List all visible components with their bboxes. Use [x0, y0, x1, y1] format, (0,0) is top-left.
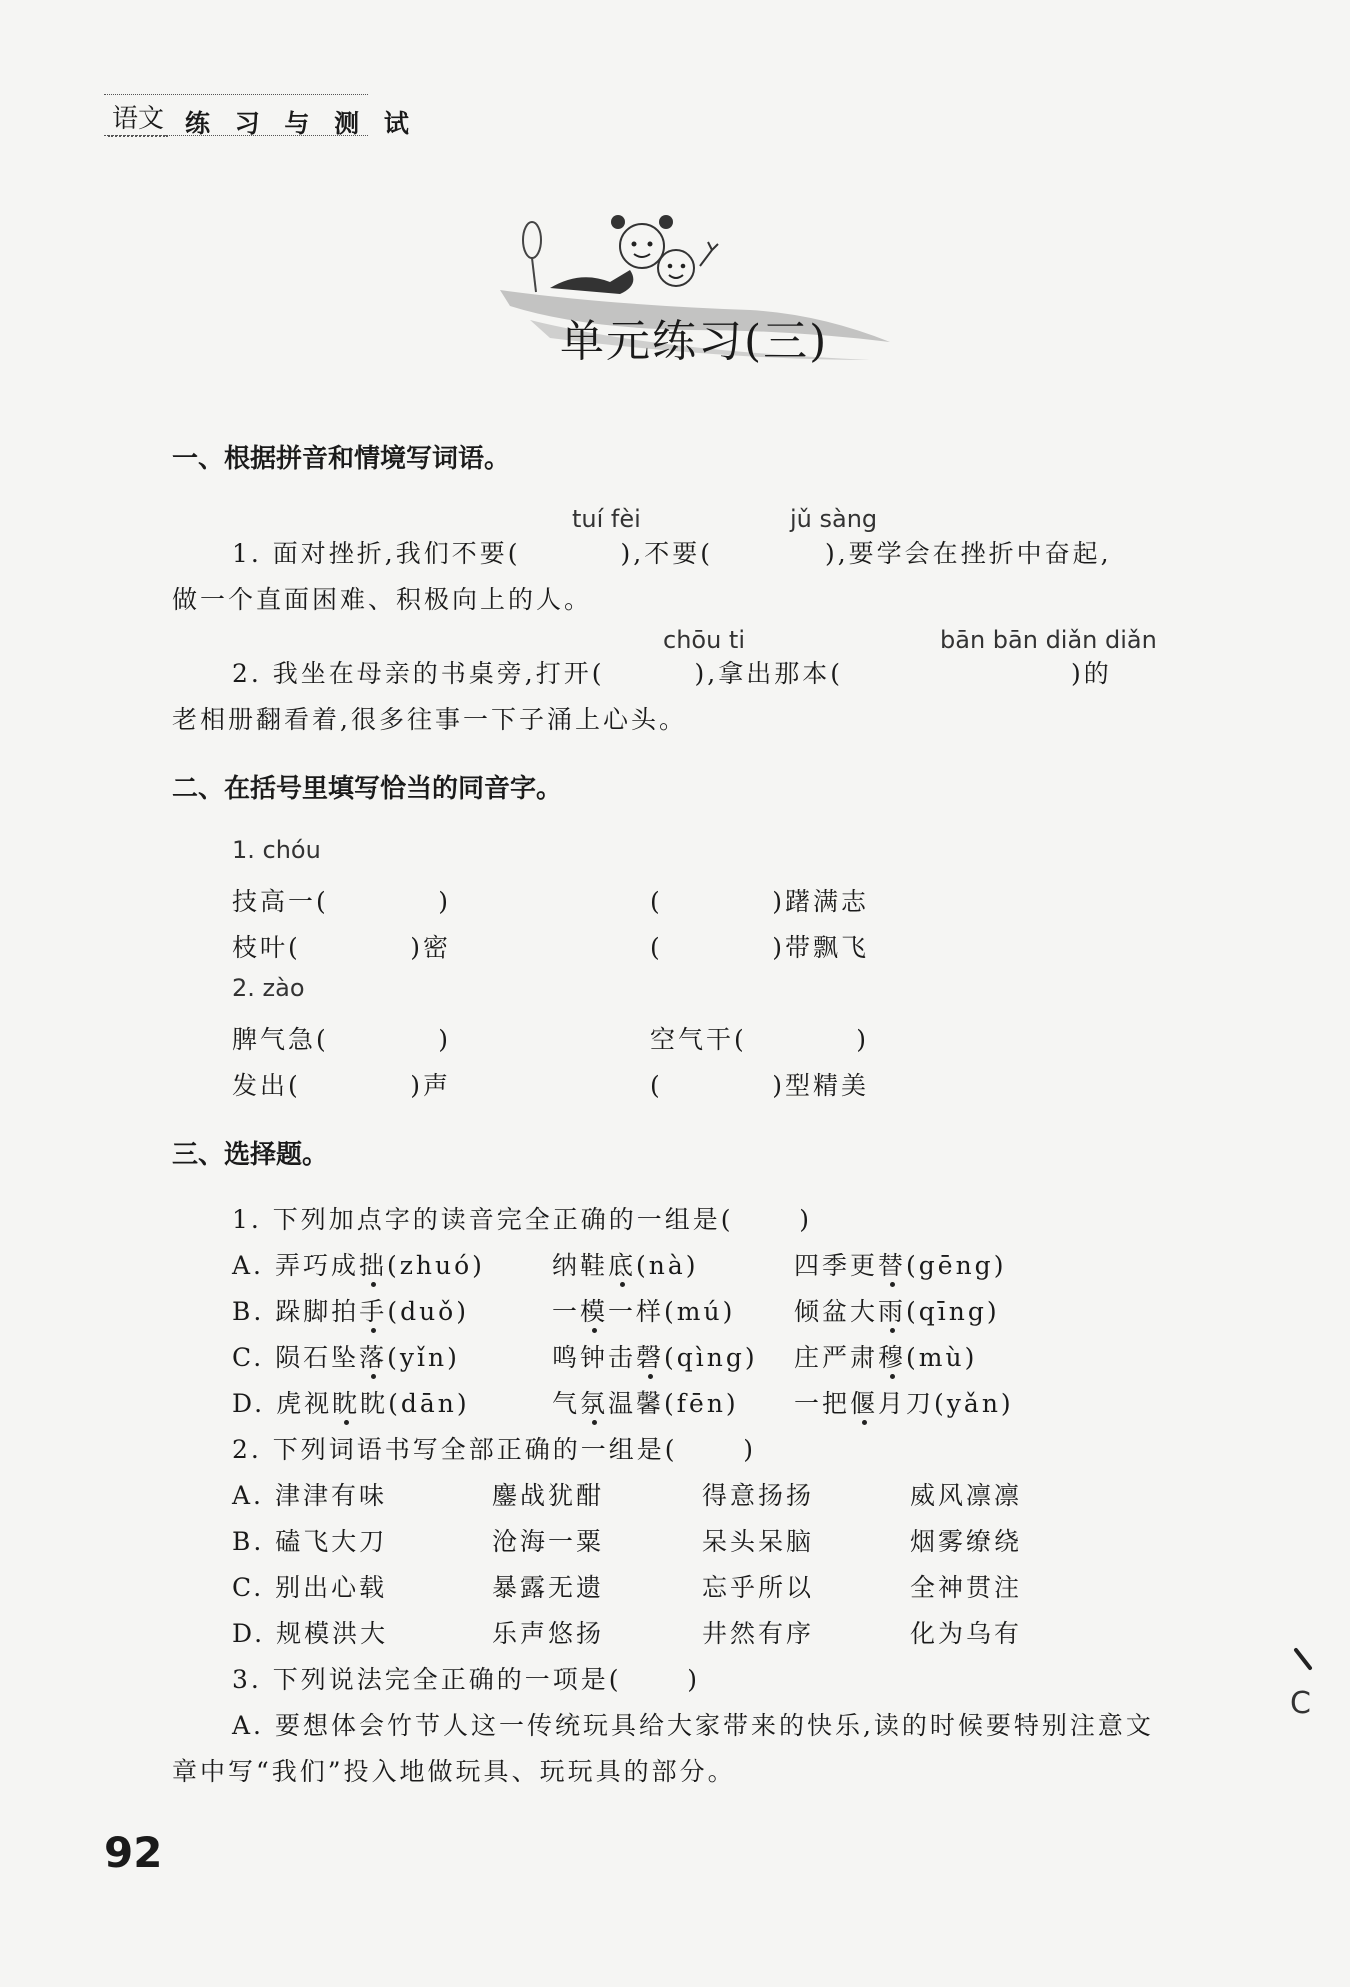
s3-q2-option-d: D. 规模洪大 [232, 1619, 389, 1648]
s1-q1-line2: 做一个直面困难、积极向上的人。 [172, 585, 593, 614]
s3-q2-option-c-3: 忘乎所以 [702, 1573, 815, 1602]
s2-g2-r1b: 空气干( ) [650, 1025, 869, 1054]
s3-q2-option-d-3: 井然有序 [702, 1619, 815, 1648]
s2-g1-r2a: 枝叶( )密 [232, 933, 451, 962]
s3-q1-option-b-3: 倾盆大雨(qīng) [794, 1297, 1000, 1326]
s3-q2-option-a: A. 津津有味 [232, 1481, 387, 1510]
s2-g1-r1a: 技高一( ) [232, 887, 451, 916]
side-mark: C [1290, 1686, 1311, 1721]
s2-group2-label: 2. zào [232, 974, 305, 1002]
s3-q1-option-a-2: 纳鞋底(nà) [552, 1251, 699, 1280]
header-book-title: 练 习 与 测 试 [185, 109, 417, 138]
pinyin-banbandiandian: bān bān diǎn diǎn [940, 626, 1157, 654]
s1-q1-line1: 1. 面对挫折,我们不要( ),不要( ),要学会在挫折中奋起, [232, 539, 1112, 568]
s2-g2-r1a: 脾气急( ) [232, 1025, 451, 1054]
s3-q2-option-b: B. 磕飞大刀 [232, 1527, 388, 1556]
s3-q1-option-d-2: 气氛温馨(fēn) [552, 1389, 739, 1418]
s3-q1-option-a: A. 弄巧成拙(zhuó) [232, 1251, 485, 1280]
header-subject: 语文 [108, 98, 168, 137]
s1-q2-line2: 老相册翻看着,很多往事一下子涌上心头。 [172, 705, 687, 734]
section-3-title: 三、选择题。 [172, 1140, 329, 1170]
s3-q3-option-a-line2: 章中写“我们”投入地做玩具、玩玩具的部分。 [172, 1757, 736, 1786]
s2-g1-r1b: ( )躇满志 [650, 887, 869, 916]
s3-q1-option-c-3: 庄严肃穆(mù) [794, 1343, 978, 1372]
s2-g2-r2a: 发出( )声 [232, 1071, 451, 1100]
s1-q2-line1: 2. 我坐在母亲的书桌旁,打开( ),拿出那本( )的 [232, 659, 1112, 688]
s3-q2-option-b-3: 呆头呆脑 [702, 1527, 815, 1556]
s3-q1-stem: 1. 下列加点字的读音完全正确的一组是( ) [232, 1205, 812, 1234]
s3-q2-option-c-2: 暴露无遗 [492, 1573, 605, 1602]
s3-q1-option-c-2: 鸣钟击磬(qìng) [552, 1343, 758, 1372]
s3-q2-option-b-2: 沧海一粟 [492, 1527, 605, 1556]
s3-q2-stem: 2. 下列词语书写全部正确的一组是( ) [232, 1435, 756, 1464]
s3-q2-option-a-3: 得意扬扬 [702, 1481, 815, 1510]
s3-q2-option-c: C. 别出心载 [232, 1573, 388, 1602]
pinyin-jusang: jǔ sàng [790, 505, 878, 533]
s3-q1-option-d-3: 一把偃月刀(yǎn) [794, 1389, 1014, 1418]
s3-q3-option-a-line1: A. 要想体会竹节人这一传统玩具给大家带来的快乐,读的时候要特别注意文 [232, 1711, 1154, 1740]
unit-title: 单元练习(三) [560, 316, 829, 367]
s3-q2-option-a-4: 威风凛凛 [910, 1481, 1023, 1510]
s2-g1-r2b: ( )带飘飞 [650, 933, 869, 962]
slash-mark [1290, 1646, 1320, 1676]
s3-q2-option-d-2: 乐声悠扬 [492, 1619, 605, 1648]
section-1-title: 一、根据拼音和情境写词语。 [172, 444, 511, 474]
s3-q1-option-a-3: 四季更替(gēng) [794, 1251, 1007, 1280]
s3-q1-option-c: C. 陨石坠落(yǐn) [232, 1343, 460, 1372]
pinyin-tuifei: tuí fèi [572, 505, 641, 533]
s3-q1-option-d: D. 虎视眈眈(dān) [232, 1389, 470, 1418]
s2-group1-label: 1. chóu [232, 836, 321, 864]
page-number: 92 [104, 1828, 163, 1877]
section-2-title: 二、在括号里填写恰当的同音字。 [172, 774, 563, 804]
s3-q1-option-b: B. 跺脚拍手(duǒ) [232, 1297, 469, 1326]
pinyin-chouti: chōu ti [663, 626, 746, 654]
s3-q2-option-c-4: 全神贯注 [910, 1573, 1023, 1602]
s3-q2-option-b-4: 烟雾缭绕 [910, 1527, 1023, 1556]
s2-g2-r2b: ( )型精美 [650, 1071, 869, 1100]
s3-q2-option-d-4: 化为乌有 [910, 1619, 1023, 1648]
s3-q1-option-b-2: 一模一样(mú) [552, 1297, 736, 1326]
s3-q2-option-a-2: 鏖战犹酣 [492, 1481, 605, 1510]
s3-q3-stem: 3. 下列说法完全正确的一项是( ) [232, 1665, 700, 1694]
